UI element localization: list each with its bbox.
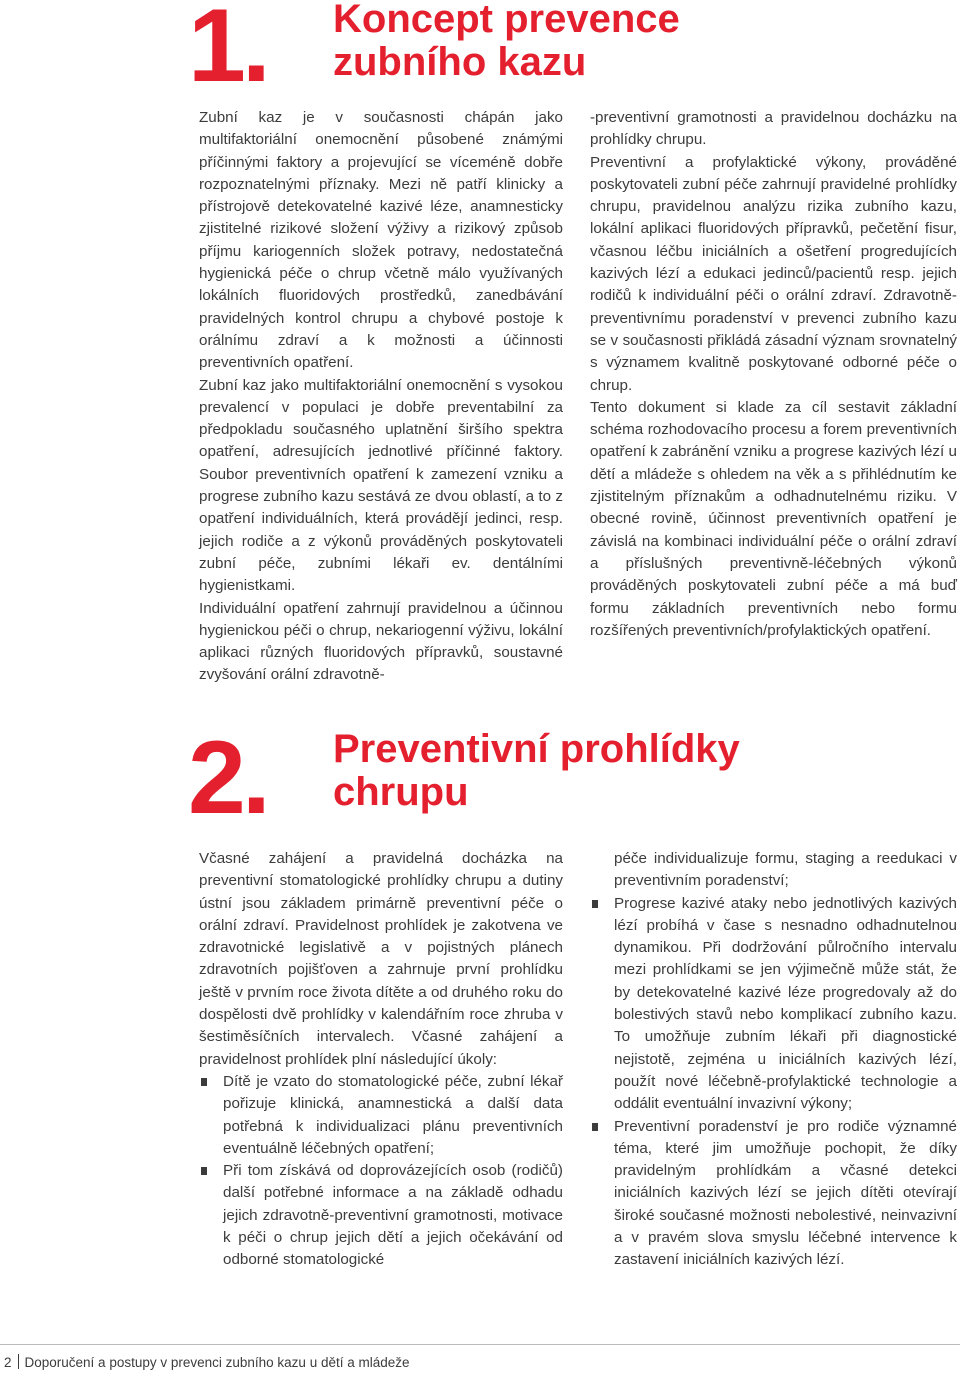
section-2-column-left xyxy=(199,848,563,1272)
footer xyxy=(4,1354,410,1370)
paragraph: Preventivní a profylaktické výkony, prováděné poskytovateli zubní péče zahrnují pravidelné prohlídky chrupu, pravidelnou analýzu rizika zubního kazu, lokální aplikaci fluoridových přípravků, pečetění fisur, včasnou léčbu iniciálních a ošetření progredujících kazivých lézí a edukaci jedinců/pacientů resp. jejich rodičů k individuální péči o orální zdraví. Zdravotně-preventivnímu poradenství v prevenci zubního kazu se v současnosti přikládá zásadní význam srovnatelný s významem kvalitně poskytované odborné péče o chrup. xyxy=(590,153,957,394)
page-number: 2 xyxy=(4,1355,12,1370)
footer-separator xyxy=(18,1354,19,1369)
section-1-title-line-1: Koncept prevence xyxy=(333,0,680,41)
list-item-continuation: péče individualizuje formu, staging a reedukaci v preventivním poradenství; xyxy=(614,850,957,890)
section-1-column-left xyxy=(199,107,563,687)
paragraph: Individuální opatření zahrnují pravidelnou a účinnou hygienickou péči o chrup, nekariogenní výživu, lokální aplikaci různých fluoridových přípravků, soustavné zvyšování orální zdravotně- xyxy=(199,599,563,684)
list-item: Při tom získává od doprovázejících osob (rodičů) další potřebné informace a na základě odhadu jejich zdravotně-preventivní gramotnosti, motivace k péči o chrup jejich dětí a jejich očekávání od odborné stomatologické xyxy=(199,1160,563,1271)
paragraph: Zubní kaz jako multifaktoriální onemocnění s vysokou prevalencí v populaci je dobře preventabilní za předpokladu současného uplatnění širšího spektra opatření, adresujících jednotlivé příčinné faktory. Soubor preventivních opatření k zamezení vzniku a progrese zubního kazu sestává ze dvou oblastí, a to z opatření individuálních, která provádějí jedinci, resp. jejich rodiče a z výkonů prováděných poskytovateli zubní péče, zubními lékaři ev. dentálními hygienistkami. xyxy=(199,376,563,595)
section-2-title-line-2: chrupu xyxy=(333,770,469,815)
section-2-number: 2. xyxy=(188,720,267,836)
list-item: Preventivní poradenství je pro rodiče významné téma, které jim umožňuje pochopit, že díky pravidelným prohlídkám a včasné detekci iniciálních kazivých lézí se jejich dítěti otevírají široké současné možnosti nebolestivé, neinvazivní a v pravém slova smyslu léčebné intervence k zastavení iniciálních kazivých lézí. xyxy=(590,1116,957,1272)
section-2-title-line-1: Preventivní prohlídky xyxy=(333,727,740,771)
bullet-list xyxy=(590,893,957,1272)
list-item: Progrese kazivé ataky nebo jednotlivých kazivých lézí probíhá v čase s nesnadno odhadnutelnou dynamikou. Při dodržování půlročního intervalu mezi prohlídkami se jen výjimečně může stát, že by detekovatelné kazivé léze progredovaly až do bolestivých stavů nebo komplikací zubního kazu. To umožňuje zubním lékaři při diagnostické nejistotě, zejména u iniciálních kazivých lézí, použít nové léčebně-profylaktické technologie a oddálit eventuální invazivní výkony; xyxy=(590,893,957,1116)
footer-title: Doporučení a postupy v prevenci zubního kazu u dětí a mládeže xyxy=(24,1355,410,1370)
paragraph: Včasné zahájení a pravidelná docházka na preventivní stomatologické prohlídky chrupu a dutiny ústní jsou základem primárně preventivní péče o orální zdraví. Pravidelnost prohlídek je zakotvena ve zdravotnické legislativě a v pojistných plánech zdravotních pojišťoven a zahrnuje první prohlídku ještě v prvním roce života dítěte a od druhého roku do dospělosti dvě prohlídky v kalendářním roce zhruba v šestiměsíčních intervalech. Včasné zahájení a pravidelnost prohlídek plní následující úkoly: xyxy=(199,850,563,1068)
footer-divider xyxy=(0,1344,960,1345)
section-1-column-right xyxy=(590,107,957,642)
paragraph: -preventivní gramotnosti a pravidelnou docházku na prohlídky chrupu. xyxy=(590,109,957,149)
paragraph: Tento dokument si klade za cíl sestavit základní schéma rozhodovacího procesu a forem preventivních opatření k zabránění vzniku a progrese kazivých lézí u dětí a mládeže s ohledem na věk a s přihlédnutím ke zjistitelným příznakům a odhadnutelnému riziku. V obecné rovině, účinnost preventivních opatření je závislá na kombinaci individuální péče o orální zdraví a příslušných preventivně-léčebných výkonů prováděných poskytovateli zubní péče a má buď formu základních preventivních nebo formu rozšířených preventivních/profylaktických opatření. xyxy=(590,398,957,639)
section-2-column-right xyxy=(590,848,957,1272)
section-2-title xyxy=(333,728,740,814)
section-1-title xyxy=(333,0,680,84)
section-1-title-line-2: zubního kazu xyxy=(333,40,587,85)
list-item: Dítě je vzato do stomatologické péče, zubní lékař pořizuje klinická, anamnestická a další data potřebná k individualizaci plánu preventivních eventuálně léčebných opatření; xyxy=(199,1071,563,1160)
bullet-list xyxy=(199,1071,563,1272)
paragraph: Zubní kaz je v současnosti chápán jako multifaktoriální onemocnění působené známými příčinnými faktory a projevující se víceméně dobře rozpoznatelnými příznaky. Mezi ně patří klinicky a přístrojově detekovatelné kazivé léze, anamnesticky zjistitelné rizikové složení výživy a rizikový způsob příjmu kariogenních složek potravy, nedostatečná hygienická péče o chrup včetně málo využívaných lokálních fluoridových prostředků, zanedbávání pravidelných kontrol chrupu a chybové postoje k orálnímu zdraví a k možnosti a účinnosti preventivních opatření. xyxy=(199,109,563,372)
section-1-number: 1. xyxy=(188,0,267,104)
